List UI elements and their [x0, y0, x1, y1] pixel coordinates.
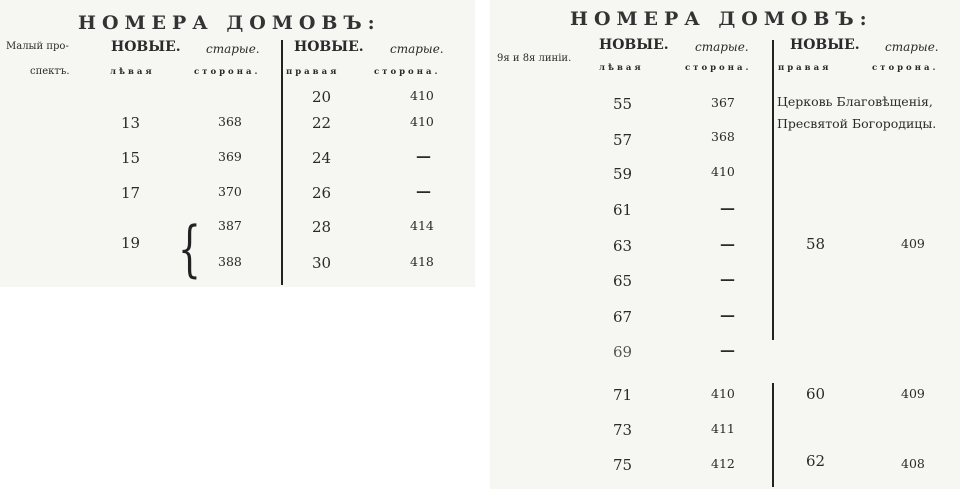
right-street: 9я и 8я линіи.: [497, 53, 572, 64]
church-label-line2: Пресвятой Богородицы.: [777, 116, 937, 131]
table-row: 61: [613, 201, 633, 219]
left-side-left-b: сторона.: [194, 67, 261, 77]
left-street-line2: спектъ.: [30, 66, 70, 77]
right-side-right-b: сторона.: [872, 63, 939, 73]
table-row: 28: [312, 218, 332, 236]
right-page-divider-top: [772, 40, 774, 340]
table-row: 63: [613, 237, 633, 255]
table-row: —: [720, 199, 735, 217]
table-row: 15: [121, 149, 141, 167]
table-row: —: [416, 147, 431, 165]
right-header-old-right: старые.: [885, 40, 939, 54]
table-row: 387: [218, 218, 242, 233]
table-row: 57: [613, 131, 633, 149]
table-row: —: [720, 306, 735, 324]
table-row: 22: [312, 114, 332, 132]
table-row: 412: [711, 456, 735, 471]
right-header-new-right: НОВЫЕ.: [790, 37, 860, 53]
left-side-right-a: правая: [286, 67, 340, 77]
left-header-new-left: НОВЫЕ.: [111, 39, 181, 55]
table-row: 410: [711, 164, 735, 179]
table-row: 408: [901, 456, 925, 471]
left-side-left-a: лѣвая: [110, 67, 155, 77]
left-page-divider: [281, 40, 283, 285]
table-row: 418: [410, 254, 434, 269]
table-row: 13: [121, 114, 141, 132]
right-header-old-left: старые.: [695, 40, 749, 54]
table-row: 69: [613, 343, 633, 361]
table-row: —: [720, 235, 735, 253]
right-page-divider-bottom: [772, 383, 774, 487]
table-row: 409: [901, 386, 925, 401]
table-row: 75: [613, 456, 633, 474]
table-row: 24: [312, 149, 332, 167]
table-row: 388: [218, 254, 242, 269]
table-row: 19: [121, 234, 141, 252]
table-row: —: [720, 270, 735, 288]
table-row: 414: [410, 218, 434, 233]
table-row: 368: [218, 114, 242, 129]
left-header-old-right: старые.: [390, 42, 444, 56]
left-street-line1: Малый про-: [6, 41, 69, 52]
table-row: 58: [806, 235, 826, 253]
table-row: 370: [218, 184, 242, 199]
left-header-old-left: старые.: [206, 42, 260, 56]
table-row: 71: [613, 386, 633, 404]
brace-symbol: {: [178, 214, 201, 285]
left-page-title: НОМЕРА ДОМОВЪ:: [78, 12, 381, 34]
table-row: 368: [711, 129, 735, 144]
table-row: 369: [218, 149, 242, 164]
right-side-right-a: правая: [778, 63, 832, 73]
table-row: 62: [806, 452, 826, 470]
right-page-title: НОМЕРА ДОМОВЪ:: [570, 8, 873, 30]
table-row: 411: [711, 421, 735, 436]
table-row: 65: [613, 272, 633, 290]
right-side-left-b: сторона.: [685, 63, 752, 73]
church-label-line1: Церковь Благовѣщенія,: [777, 94, 933, 109]
table-row: 410: [711, 386, 735, 401]
right-header-new-left: НОВЫЕ.: [599, 37, 669, 53]
table-row: 59: [613, 165, 633, 183]
table-row: —: [720, 341, 735, 359]
table-row: 367: [711, 95, 735, 110]
table-row: 73: [613, 421, 633, 439]
left-header-new-right: НОВЫЕ.: [294, 39, 364, 55]
table-row: 30: [312, 254, 332, 272]
table-row: 67: [613, 308, 633, 326]
table-row: 20: [312, 88, 332, 106]
table-row: 410: [410, 88, 434, 103]
table-row: 409: [901, 236, 925, 251]
table-row: 410: [410, 114, 434, 129]
table-row: 17: [121, 184, 141, 202]
table-row: 55: [613, 95, 633, 113]
table-row: —: [416, 182, 431, 200]
table-row: 60: [806, 385, 826, 403]
right-side-left-a: лѣвая: [599, 63, 644, 73]
left-side-right-b: сторона.: [374, 67, 441, 77]
table-row: 26: [312, 184, 332, 202]
